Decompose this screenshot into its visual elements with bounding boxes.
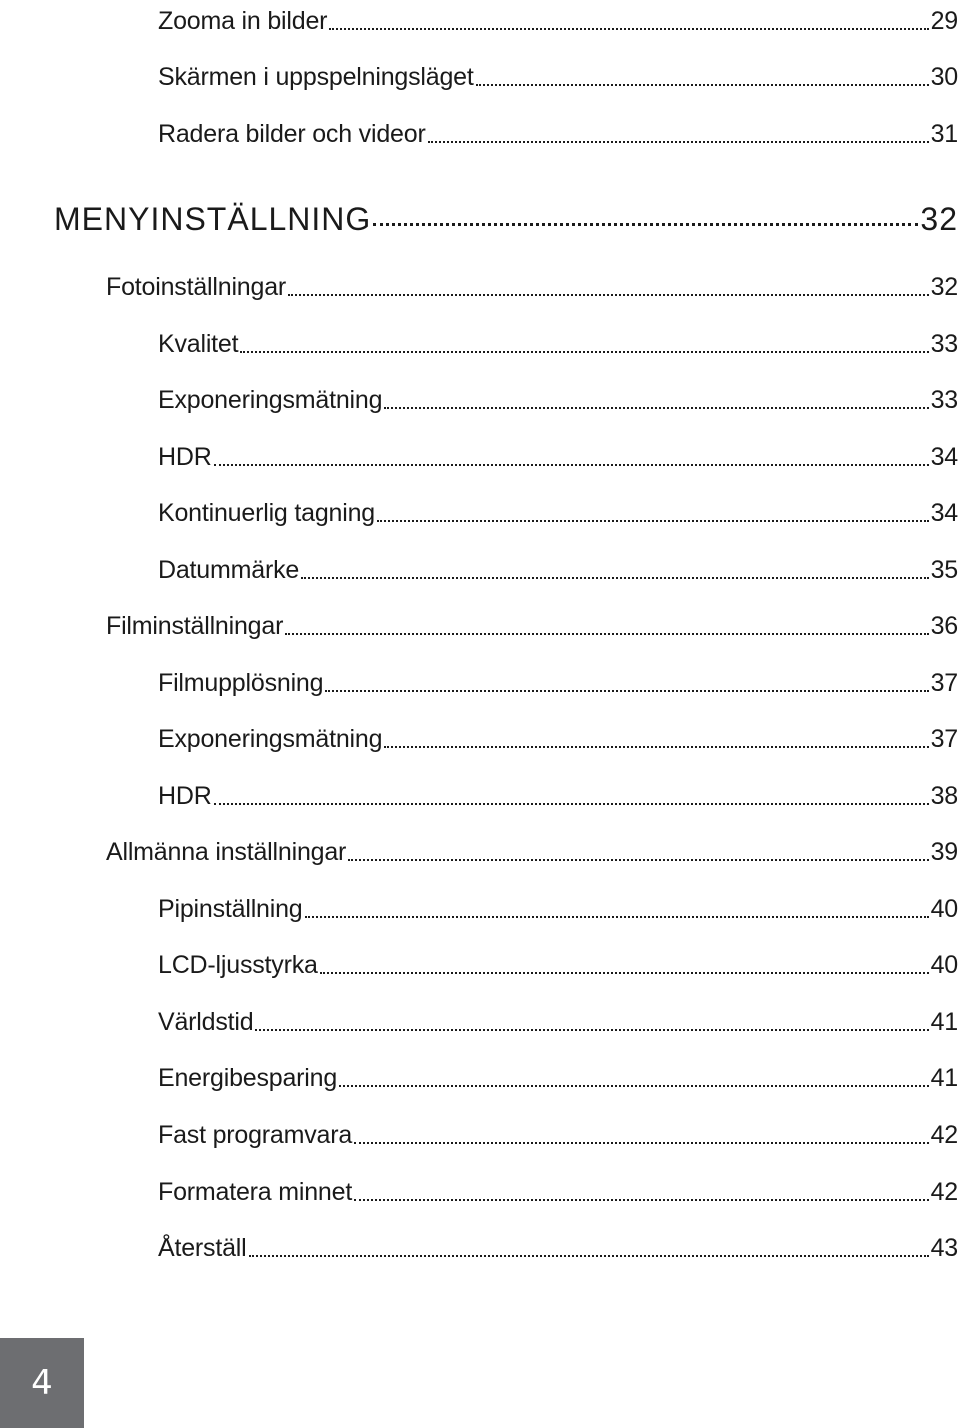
toc-entry[interactable] <box>158 884 958 924</box>
toc-entry[interactable] <box>158 319 958 359</box>
toc-entry-page: 37 <box>930 725 958 753</box>
toc-entry-title: Zooma in bilder <box>158 7 328 35</box>
dot-leader <box>354 1199 928 1201</box>
dot-leader <box>255 1029 928 1031</box>
toc-entry-title: LCD-ljusstyrka <box>158 951 318 979</box>
dot-leader <box>249 1255 929 1257</box>
toc-entry-title: MENYINSTÄLLNING <box>54 201 372 237</box>
toc-entry-page: 39 <box>930 838 958 866</box>
toc-entry[interactable] <box>106 601 958 641</box>
toc-entry-title: Skärmen i uppspelningsläget <box>158 63 474 91</box>
toc-entry-title: Världstid <box>158 1008 254 1036</box>
toc-entry[interactable] <box>158 771 958 811</box>
toc-entry-title: Allmänna inställningar <box>106 838 347 866</box>
toc-entry-page: 34 <box>930 499 958 527</box>
dot-leader <box>288 294 929 296</box>
toc-entry-page: 32 <box>930 273 958 301</box>
toc-entry[interactable] <box>158 658 958 698</box>
toc-entry[interactable] <box>158 1223 958 1263</box>
toc-entry-page: 29 <box>930 7 958 35</box>
toc-entry-title: Datummärke <box>158 556 300 584</box>
toc-entry-page: 31 <box>930 120 958 148</box>
toc-entry[interactable] <box>158 1053 958 1093</box>
dot-leader <box>240 351 928 353</box>
dot-leader <box>320 972 929 974</box>
toc-entry[interactable] <box>158 545 958 585</box>
toc-entry-title: Fotoinställningar <box>106 273 287 301</box>
toc-entry-title: Filmupplösning <box>158 669 324 697</box>
toc-section-heading[interactable] <box>54 186 958 237</box>
toc-entry[interactable] <box>158 488 958 528</box>
toc-entry-title: Radera bilder och videor <box>158 120 426 148</box>
toc-entry-title: HDR <box>158 782 212 810</box>
toc-entry-title: HDR <box>158 443 212 471</box>
toc-entry-page: 43 <box>930 1234 958 1262</box>
toc-entry-title: Energibesparing <box>158 1064 338 1092</box>
toc-entry[interactable] <box>158 375 958 415</box>
page-number: 4 <box>31 1363 53 1403</box>
dot-leader <box>214 803 929 805</box>
dot-leader <box>428 141 929 143</box>
dot-leader <box>384 746 928 748</box>
dot-leader <box>329 28 928 30</box>
toc-entry-page: 37 <box>930 669 958 697</box>
toc-entry-title: Formatera minnet <box>158 1178 353 1206</box>
toc-entry-title: Återställ <box>158 1234 247 1262</box>
toc-entry[interactable] <box>158 52 958 92</box>
dot-leader <box>354 1142 928 1144</box>
toc-entry[interactable] <box>158 109 958 149</box>
toc-entry[interactable] <box>106 262 958 302</box>
toc-entry-page: 32 <box>920 201 958 237</box>
dot-leader <box>305 916 929 918</box>
toc-entry[interactable] <box>158 1167 958 1207</box>
dot-leader <box>476 84 929 86</box>
toc-entry[interactable] <box>158 0 958 36</box>
toc-entry-page: 30 <box>930 63 958 91</box>
dot-leader <box>348 859 928 861</box>
toc-entry-page: 42 <box>930 1121 958 1149</box>
toc-entry-page: 33 <box>930 330 958 358</box>
toc-entry-title: Pipinställning <box>158 895 303 923</box>
toc-entry[interactable] <box>158 432 958 472</box>
dot-leader <box>301 577 928 579</box>
dot-leader <box>377 520 929 522</box>
toc-entry-page: 41 <box>930 1064 958 1092</box>
toc-entry-page: 33 <box>930 386 958 414</box>
toc-entry[interactable] <box>106 827 958 867</box>
dot-leader <box>384 407 928 409</box>
dot-leader <box>285 633 928 635</box>
toc-entry-title: Exponeringsmätning <box>158 386 383 414</box>
toc-entry[interactable] <box>158 714 958 754</box>
page-number-tab <box>0 1338 84 1428</box>
toc-entry[interactable] <box>158 997 958 1037</box>
toc-entry-page: 38 <box>930 782 958 810</box>
dot-leader <box>373 223 918 226</box>
toc-entry-title: Filminställningar <box>106 612 284 640</box>
toc-entry-title: Kvalitet <box>158 330 239 358</box>
toc-entry-page: 41 <box>930 1008 958 1036</box>
dot-leader <box>214 464 929 466</box>
toc-entry-page: 36 <box>930 612 958 640</box>
toc-entry-page: 42 <box>930 1178 958 1206</box>
dot-leader <box>339 1085 929 1087</box>
toc-entry-page: 40 <box>930 951 958 979</box>
toc-entry-title: Exponeringsmätning <box>158 725 383 753</box>
toc-entry-page: 40 <box>930 895 958 923</box>
toc-entry[interactable] <box>158 1110 958 1150</box>
toc-entry-page: 34 <box>930 443 958 471</box>
toc-entry-title: Fast programvara <box>158 1121 353 1149</box>
toc-entry-page: 35 <box>930 556 958 584</box>
dot-leader <box>325 690 928 692</box>
toc-entry[interactable] <box>158 940 958 980</box>
toc-entry-title: Kontinuerlig tagning <box>158 499 375 527</box>
